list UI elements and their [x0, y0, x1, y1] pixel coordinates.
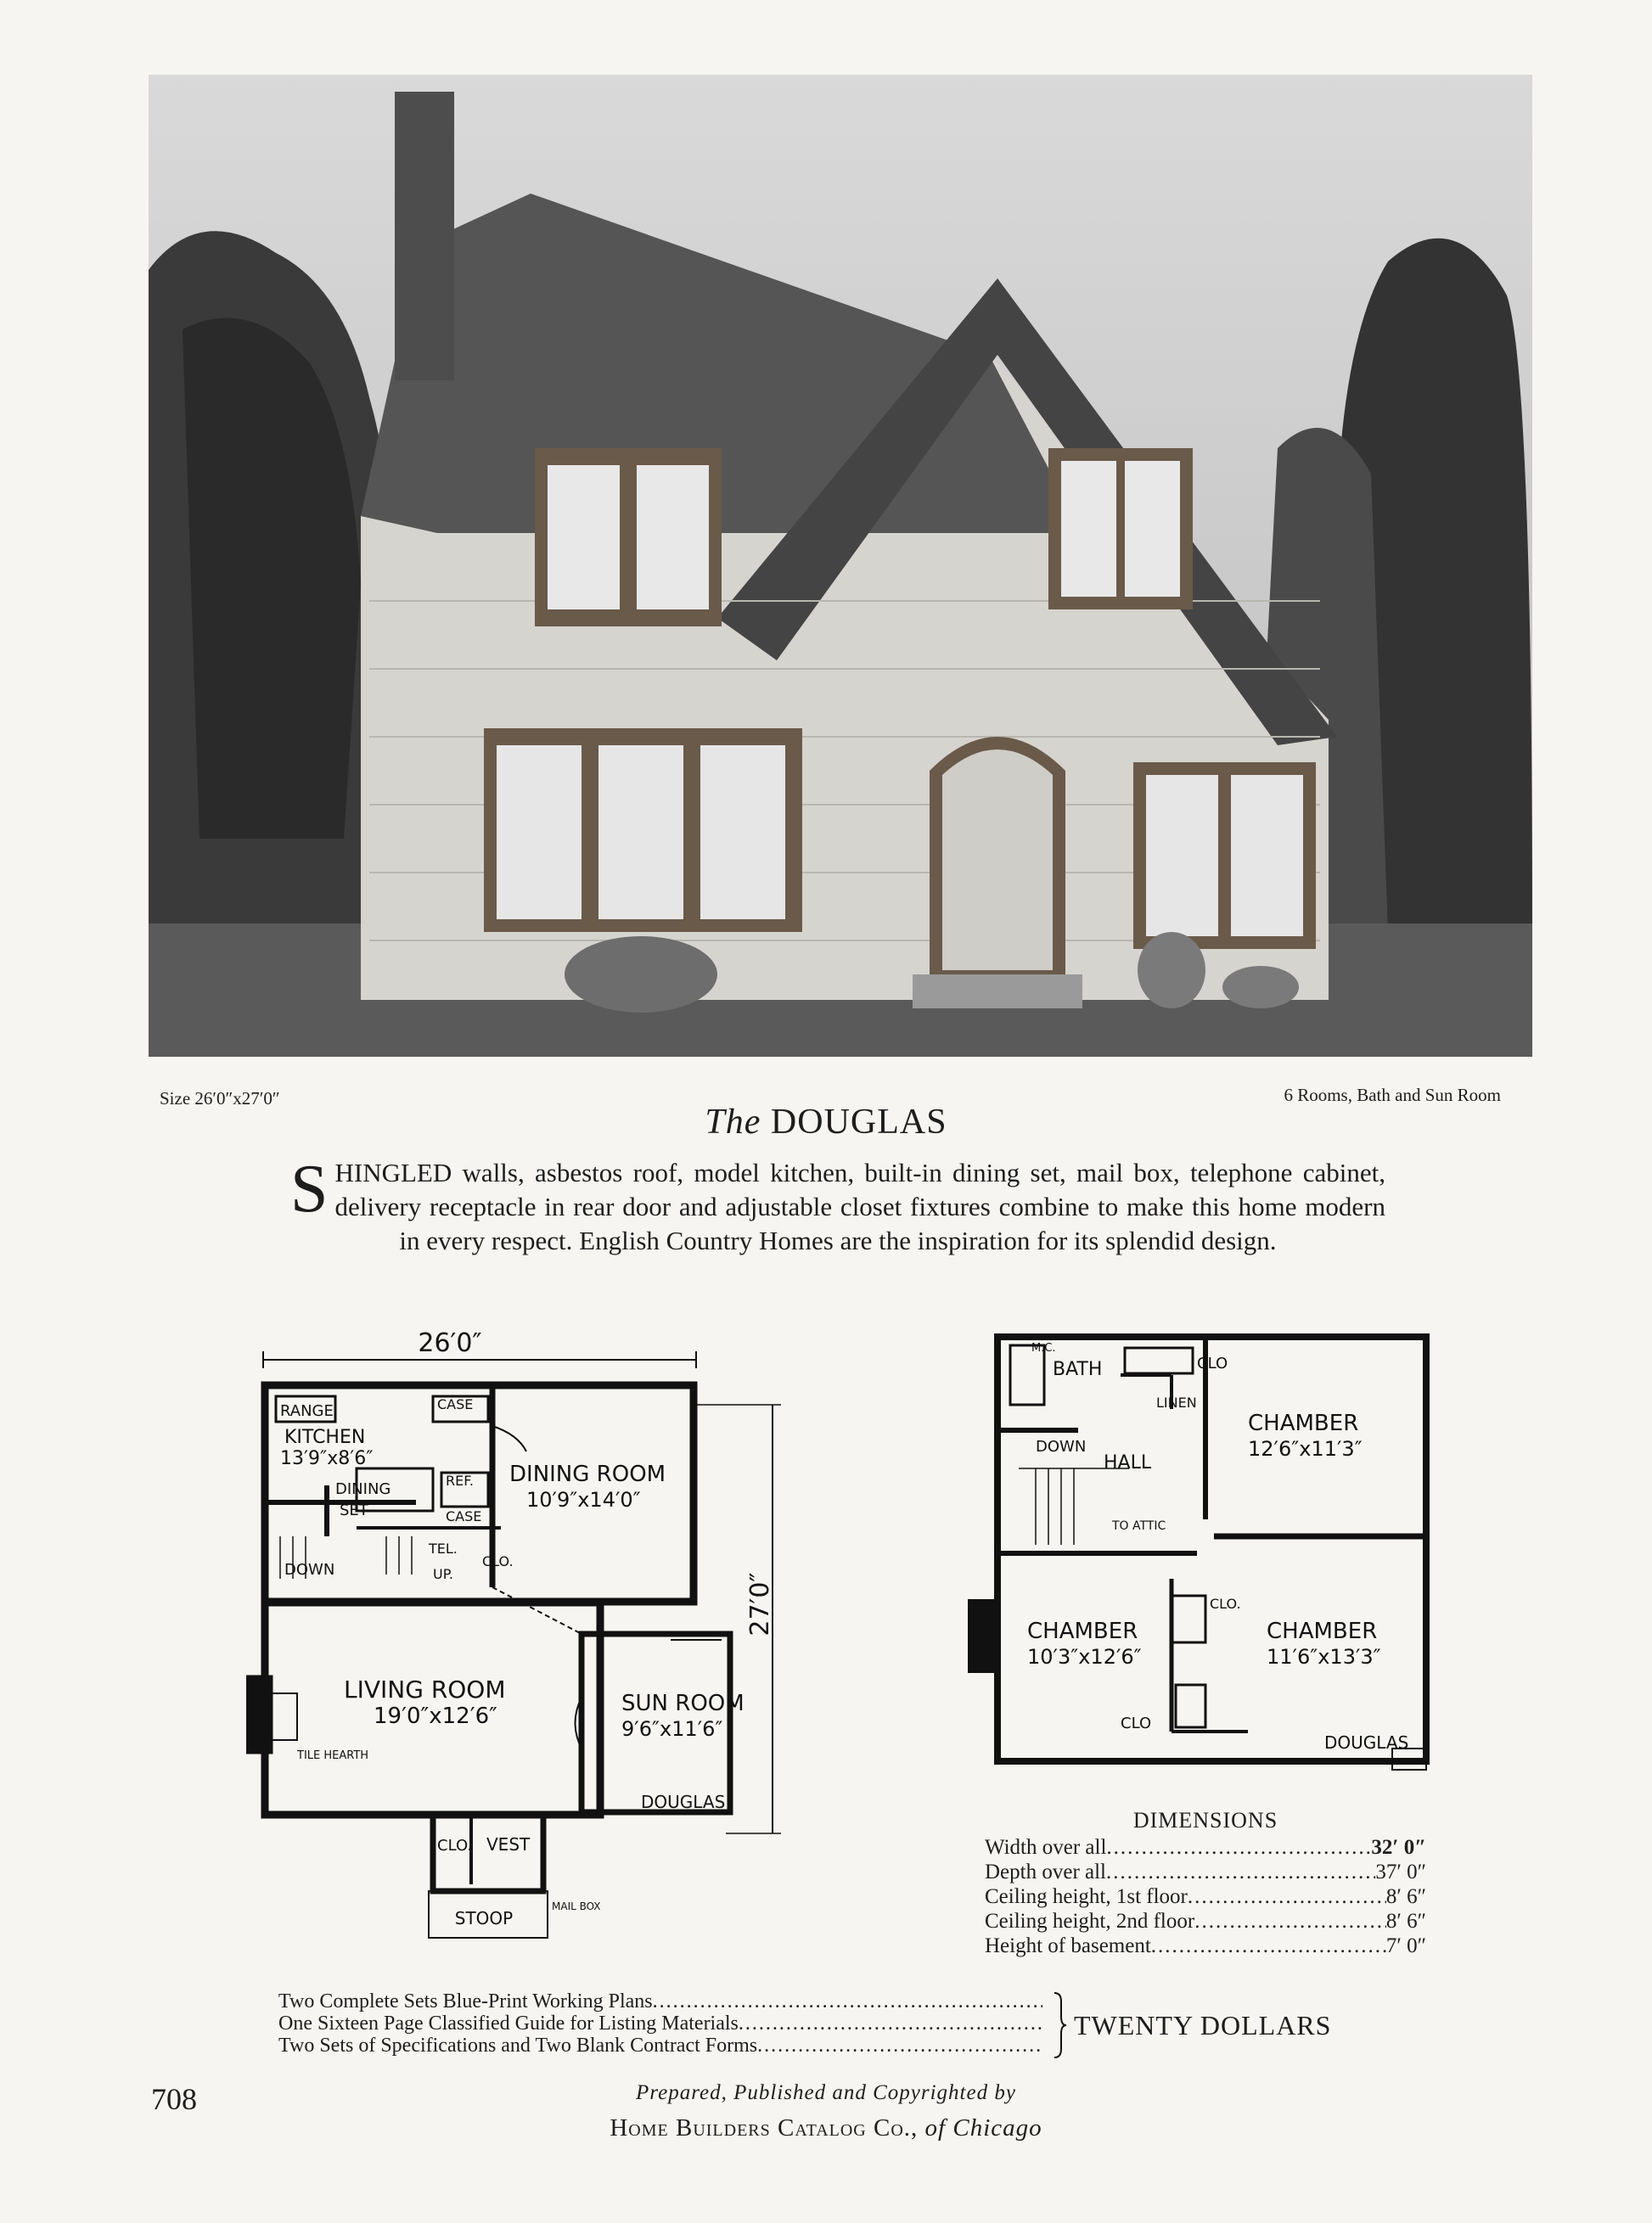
dimension-label: Width over all — [985, 1836, 1107, 1859]
dimension-value: 7′ 0″ — [1385, 1934, 1426, 1957]
ff-down: DOWN — [284, 1561, 335, 1579]
dimension-label: Ceiling height, 1st floor — [985, 1885, 1188, 1908]
rooms-caption: 6 Rooms, Bath and Sun Room — [1284, 1085, 1501, 1105]
publisher-of: of — [924, 2114, 947, 2142]
dimensions-table — [985, 1808, 1426, 1958]
dimension-value: 8′ 6″ — [1385, 1885, 1426, 1908]
publisher-city: Chicago — [952, 2114, 1042, 2142]
ff-width: 26′0″ — [418, 1328, 482, 1358]
title-name: DOUGLAS — [770, 1103, 947, 1142]
ff-tile-hearth: TILE HEARTH — [297, 1749, 369, 1762]
publisher-name: Home Builders Catalog Co., — [610, 2114, 919, 2142]
ff-case-2: CASE — [446, 1508, 482, 1524]
dimension-row — [985, 1835, 1426, 1860]
sf-chamber-1: CHAMBER — [1248, 1411, 1359, 1436]
sf-hall: HALL — [1104, 1452, 1152, 1474]
price: TWENTY DOLLARS — [1074, 2010, 1332, 2041]
dimension-row — [985, 1860, 1426, 1884]
ff-douglas: DOUGLAS — [641, 1792, 726, 1812]
house-photo — [149, 75, 1532, 1057]
sf-chamber-3: CHAMBER — [1267, 1619, 1378, 1644]
dimension-row — [985, 1909, 1426, 1934]
ff-kitchen-size: 13′9″x8′6″ — [280, 1448, 374, 1469]
sf-mc: M.C. — [1031, 1342, 1056, 1355]
ff-vest: VEST — [486, 1834, 531, 1855]
size-caption: Size 26′0″x27′0″ — [160, 1088, 280, 1109]
dimension-row — [985, 1884, 1426, 1909]
sf-clo-3: CLO — [1121, 1715, 1152, 1732]
sf-clo-2: CLO. — [1210, 1596, 1241, 1612]
title-prefix: The — [705, 1103, 761, 1142]
dimension-label: Depth over all — [985, 1861, 1107, 1883]
ff-dining-room: DINING ROOM — [509, 1462, 666, 1487]
dimension-value: 37′ 0″ — [1375, 1861, 1426, 1883]
sf-down: DOWN — [1036, 1438, 1087, 1456]
sf-bath: BATH — [1053, 1359, 1103, 1380]
credit-line: Prepared, Published and Copyrighted by — [636, 2081, 1016, 2104]
ff-kitchen: KITCHEN — [284, 1427, 366, 1448]
ff-dining-set-2: SET — [340, 1502, 368, 1519]
description — [290, 1152, 1385, 1258]
sf-clo: CLO — [1197, 1355, 1228, 1373]
ff-tel: TEL. — [429, 1541, 458, 1557]
drop-cap: S — [290, 1152, 329, 1227]
dimension-label: Ceiling height, 2nd floor — [985, 1910, 1195, 1933]
ff-case: CASE — [437, 1396, 474, 1412]
ff-stoop: STOOP — [454, 1908, 514, 1928]
ff-mail-box: MAIL BOX — [552, 1900, 601, 1912]
ff-range: RANGE — [280, 1402, 334, 1420]
ff-dining-set-1: DINING — [335, 1480, 391, 1498]
dimension-value: 32′ 0″ — [1371, 1836, 1426, 1859]
description-text: HINGLED walls, asbestos roof, model kitchen, built-in dining set, mail box, telephone cabinet, delivery receptacle in rear door and adjustable closet fixtures combine to make this home modern in every respect. English Country Homes are the inspiration for its splendid design. — [334, 1158, 1385, 1255]
ff-ref: REF. — [446, 1473, 474, 1489]
order-list — [278, 1990, 1093, 2057]
ff-living-room: LIVING ROOM — [344, 1676, 506, 1704]
ff-sun-room: SUN ROOM — [621, 1691, 745, 1716]
sf-chamber-3-size: 11′6″x13′3″ — [1267, 1645, 1381, 1669]
ff-sun-size: 9′6″x11′6″ — [621, 1717, 723, 1741]
dimensions-heading: DIMENSIONS — [1132, 1808, 1278, 1833]
sf-chamber-1-size: 12′6″x11′3″ — [1248, 1437, 1363, 1461]
order-brace — [1051, 1991, 1068, 2059]
dimension-row — [985, 1934, 1426, 1958]
ff-living-size: 19′0″x12′6″ — [374, 1704, 497, 1729]
publisher — [0, 2114, 1652, 2142]
sf-linen: LINEN — [1156, 1395, 1197, 1411]
order-item: One Sixteen Page Classified Guide for Listing Materials ..... — [278, 2012, 1042, 2035]
first-floor-plan — [246, 1324, 789, 1944]
sf-chamber-2: CHAMBER — [1027, 1619, 1138, 1644]
ff-clo: CLO. — [482, 1553, 514, 1569]
order-item: Two Sets of Specifications and Two Blank Contract Forms ..... — [278, 2035, 1042, 2057]
dimension-label: Height of basement — [985, 1934, 1151, 1957]
sf-chamber-2-size: 10′3″x12′6″ — [1027, 1645, 1142, 1669]
ff-clo-2: CLO. — [437, 1837, 473, 1855]
order-item: Two Complete Sets Blue-Print Working Plans ..... — [278, 1990, 1042, 2012]
dimension-value: 8′ 6″ — [1385, 1910, 1426, 1933]
ff-depth: 27′0″ — [745, 1572, 775, 1636]
sf-attic: TO ATTIC — [1112, 1519, 1166, 1533]
second-floor-plan — [968, 1324, 1443, 1782]
page-title — [0, 1102, 1652, 1142]
ff-dining-size: 10′9″x14′0″ — [526, 1488, 641, 1512]
ff-up: UP. — [433, 1566, 453, 1582]
sf-douglas: DOUGLAS — [1324, 1732, 1409, 1753]
page-number: 708 — [151, 2082, 197, 2116]
